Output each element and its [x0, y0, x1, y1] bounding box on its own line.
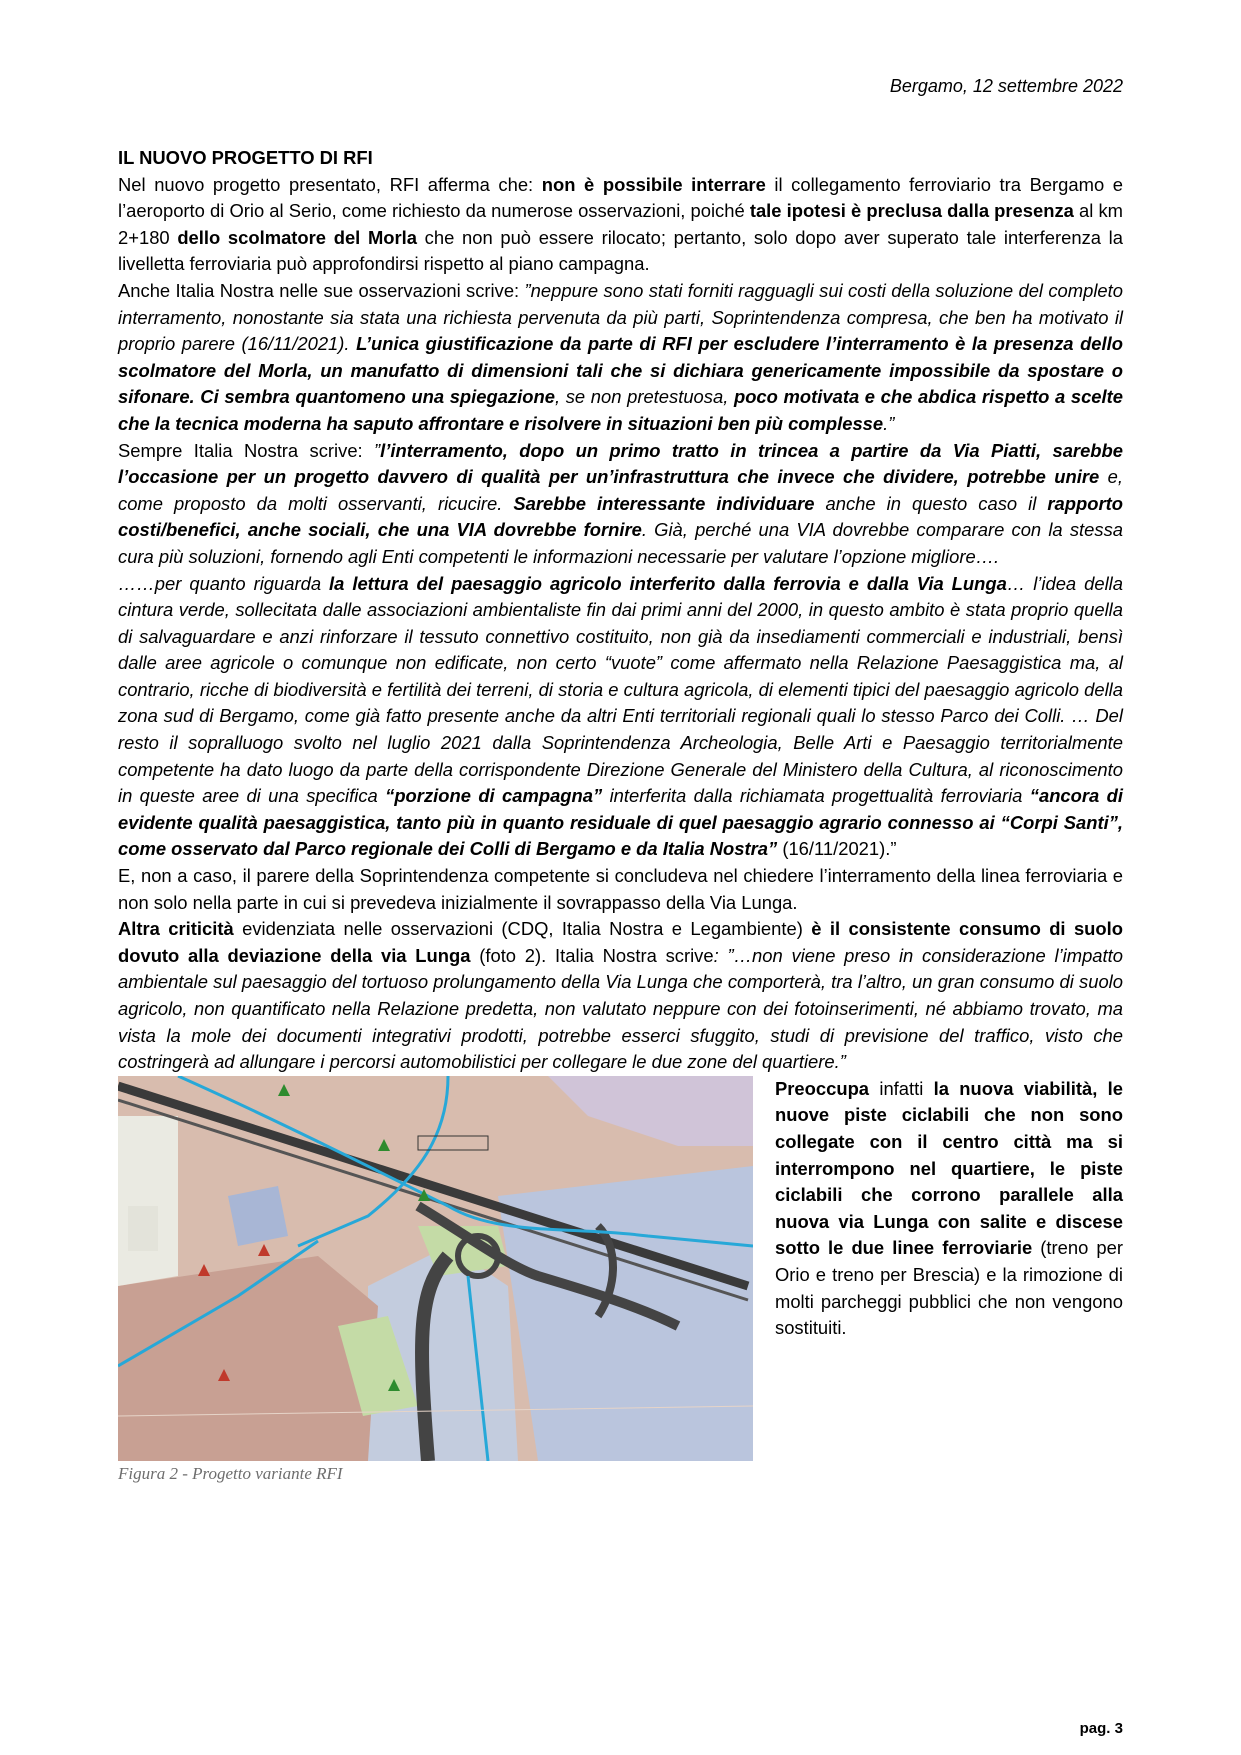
residential-large — [118, 1256, 378, 1461]
white-area — [118, 1116, 178, 1286]
paragraph-5: E, non a caso, il parere della Soprintendenza competente si concludeva nel chiedere l’interramento della linea ferroviaria e non solo nella parte in cui si prevedeva inizialmente il sovrappasso della Via Lunga. — [118, 865, 1123, 913]
paragraph-1: Nel nuovo progetto presentato, RFI afferma che: non è possibile interrare il collegamento ferroviario tra Bergamo e l’aeroporto di Orio al Serio, come richiesto da numerose osservazioni, poiché tale ipotesi è preclusa dalla presenza al km 2+180 dello scolmatore del Morla che non può essere rilocato; pertanto, solo dopo aver superato tale interferenza la livelletta ferroviaria può approfondirsi rispetto al piano campagna. — [118, 173, 1124, 275]
document-date: Bergamo, 12 settembre 2022 — [889, 76, 1123, 96]
map-drawing — [118, 1076, 753, 1461]
paragraph-6: Altra criticità evidenziata nelle osservazioni (CDQ, Italia Nostra e Legambiente) è il consistente consumo di suolo dovuto alla deviazione della via Lunga (foto 2). Italia Nostra scrive: ”…non viene preso in considerazione l’impatto ambientale sul paesaggio del tortuoso prolungamento della Via Lunga che comporterà, tra l’altro, un gran consumo di suolo agricolo, non quantificato nella Relazione predetta, non valutato neppure con dei fotoinserimenti, né abbiamo trovato, ma vista la mole dei documenti integrativi prodotti, potrebbe esserci sfuggito, studi di previsione del traffico, visto che costringerà ad allungare i percorsi automobilistici per collegare le due zone del quartiere.” — [118, 918, 1123, 1073]
blue-zone-east — [498, 1166, 753, 1461]
document-body — [118, 145, 1123, 1489]
paragraph-4: ……per quanto riguarda la lettura del paesaggio agricolo interferito dalla ferrovia e dalla Via Lunga… l’idea della cintura verde, sollecitata dalle associazioni ambientaliste fin dai primi anni del 2000, in questo ambito è stata proprio quella di salvaguardare e anzi rinforzare il tessuto connettivo costituito, non già da insediamenti commerciali e industriali, bensì dalle aree agricole o comunque non edificate, non certo “vuote” come affermato nella Relazione Paesaggistica ma, al contrario, ricche di biodiversità e fertilità dei terreni, di storia e cultura agricola, di elementi tipici del paesaggio agricolo della zona sud di Bergamo, come già fatto presente anche da altri Enti territoriali regionali quali lo stesso Parco dei Colli. … Del resto il sopralluogo svolto nel luglio 2021 dalla Soprintendenza Archeologia, Belle Arti e Paesaggio territorialmente competente ha dato luogo da parte della corrispondente Direzione Generale del Ministero della Cultura, al riconoscimento in queste aree di una specifica “porzione di campagna” interferita dalla richiamata progettualità ferroviaria “ancora di evidente qualità paesaggistica, tanto più in quanto residuale di quel paesaggio agrario connesso ai “Corpi Santi”, come osservato dal Parco regionale dei Colli di Bergamo e da Italia Nostra” (16/11/2021).” — [118, 572, 1123, 860]
paragraph-2: Anche Italia Nostra nelle sue osservazioni scrive: ”neppure sono stati forniti ragguagli sui costi della soluzione del completo interramento, nonostante sia stata una richiesta pervenuta da più parti, Soprintendenza compresa, che ben ha motivato il proprio parere (16/11/2021). L’unica giustificazione da parte di RFI per escludere l’interramento è la presenza dello scolmatore del Morla, un manufatto di dimensioni tali che si dichiara genericamente impossibile da spostare o sifonare. Ci sembra quantomeno una spiegazione, se non pretestuosa, poco motivata e che abdica rispetto a scelte che la tecnica moderna ha saputo affrontare e risolvere in situazioni ben più complesse.” — [118, 279, 1123, 434]
project-map — [118, 1076, 753, 1461]
figure-caption: Figura 2 - Progetto variante RFI — [118, 1463, 343, 1483]
paragraph-3: Sempre Italia Nostra scrive: ”l’interramento, dopo un primo tratto in trincea a partire da Via Piatti, sarebbe l’occasione per un progetto davvero di qualità per un’infrastruttura che invece che dividere, potrebbe unire e, come proposto da molti osservanti, ricucire. Sarebbe interessante individuare anche in questo caso il rapporto costi/benefici, anche sociali, che una VIA dovrebbe fornire. Già, perché una VIA dovrebbe comparare con la stessa cura più soluzioni, fornendo agli Enti competenti le informazioni necessarie per valutare l’opzione migliore…. — [118, 439, 1123, 567]
figure-2 — [118, 1076, 753, 1485]
page-number: pag. 3 — [1079, 1720, 1123, 1737]
blue-block — [228, 1186, 288, 1246]
paragraph-7: Preoccupa infatti la nuova viabilità, le nuove piste ciclabili che non sono collegate con il centro città ma si interrompono nel quartiere, le piste ciclabili che corrono parallele alla nuova via Lunga con salite e discese sotto le due linee ferroviarie (treno per Orio e treno per Brescia) e la rimozione di molti parcheggi pubblici che non vengono sostituiti. — [775, 1077, 1123, 1339]
section-title: IL NUOVO PROGETTO DI RFI — [118, 147, 373, 168]
